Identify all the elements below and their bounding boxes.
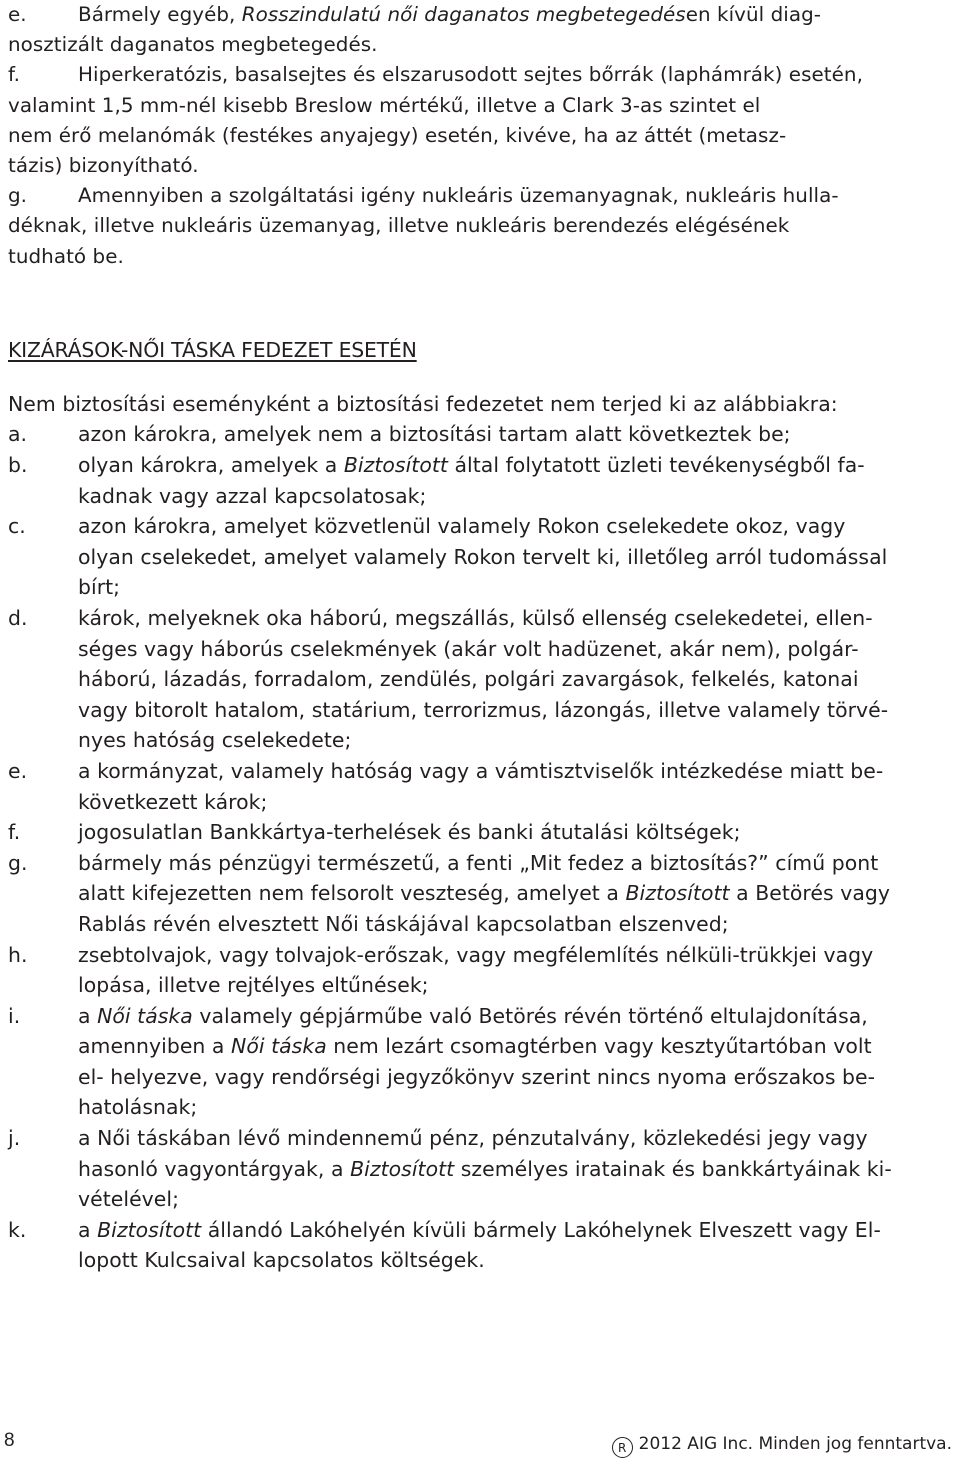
text-run: Rablás révén elvesztett Női táskájával kapcsolatban elszenved; [78,911,729,936]
section-intro: Nem biztosítási eseményként a biztosítási fedezetet nem terjed ki az alábbiakra: [8,391,838,416]
list-item-line [8,1123,958,1154]
text-run: következett károk; [78,789,268,814]
text-run: jogosulatlan Bankkártya-terhelések és banki átutalási költségek; [78,820,741,845]
list-item [8,0,958,60]
list-item-line [8,511,958,542]
text-run: nosztizált daganatos megbetegedés. [8,33,378,57]
list-item-marker: g. [8,184,28,208]
list-item-line [8,1245,958,1276]
list-item [8,181,958,272]
text-run: azon károkra, amelyet közvetlenül valamely Rokon cselekedete okoz, vagy [78,514,846,539]
text-run: tudható be. [8,244,124,268]
text-run: állandó Lakóhelyén kívüli bármely Lakóhelynek Elveszett vagy El- [201,1217,881,1242]
text-run: séges vagy háborús cselekmények (akár volt hadüzenet, akár nem), polgár- [78,636,859,661]
list-item-line [8,542,958,573]
list-item [8,603,958,756]
list-item-line [8,91,958,121]
list-item-marker: e. [8,758,28,783]
text-run: Bármely egyéb, [78,3,242,26]
text-run: olyan károkra, amelyek a [78,453,344,478]
list-item [8,756,958,817]
list-item [8,450,958,511]
list-item-line [8,634,958,665]
text-run: Rosszindulatú női daganatos megbetegedés [241,3,686,26]
list-item-marker: b. [8,453,28,478]
text-run: hatolásnak; [78,1095,198,1120]
list-item-line [8,603,958,634]
list-item [8,848,958,940]
list-item [8,940,958,1001]
section-heading: KIZÁRÁSOK-NŐI TÁSKA FEDEZET ESETÉN [8,337,417,362]
text-run: Biztosított [625,881,730,906]
copyright-notice [612,1434,952,1458]
document-page [8,0,958,1276]
list-item-line [8,211,958,241]
list-item-line [8,450,958,481]
list-item-line [8,940,958,971]
list-item-line [8,1215,958,1246]
list-item-marker: h. [8,942,28,967]
text-run: a [78,1003,98,1028]
text-run: hasonló vagyontárgyak, a [78,1156,351,1181]
text-run: a Betörés vagy [729,881,890,906]
list-item [8,60,958,181]
list-item-line [8,419,958,450]
list-item-line [8,121,958,151]
list-item-line [8,481,958,512]
list-item-line [8,878,958,909]
list-item [8,1123,958,1215]
text-run: nyes hatóság cselekedete; [78,728,352,753]
text-run: Biztosított [97,1217,202,1242]
list-item-line [8,242,958,272]
text-run: bírt; [78,575,121,600]
text-run: Női táska [231,1034,327,1059]
text-run: háború, lázadás, forradalom, zendülés, polgári zavargások, felkelés, katonai [78,667,859,692]
text-run: Női táska [97,1003,193,1028]
list-item-line [8,1031,958,1062]
list-item-line [8,181,958,211]
list-item-marker: e. [8,3,27,26]
list-item-marker: f. [8,820,21,845]
text-run: lopott Kulcsaival kapcsolatos költségek. [78,1248,485,1273]
text-run: valamint 1,5 mm-nél kisebb Breslow mértékű, illetve a Clark 3-as szintet el [8,93,761,117]
text-run: lopása, illetve rejtélyes eltűnések; [78,973,429,998]
list-item-line [8,572,958,603]
preceding-list [8,0,958,272]
list-item-line [8,848,958,879]
text-run: személyes iratainak és bankkártyáinak ki- [454,1156,892,1181]
text-run: Amennyiben a szolgáltatási igény nukleáris üzemanyagnak, nukleáris hulla- [78,184,839,208]
list-item-line [8,909,958,940]
list-item-line [8,1062,958,1093]
text-run: azon károkra, amelyek nem a biztosítási tartam alatt következtek be; [78,422,791,447]
list-item-line [8,1092,958,1123]
text-run: tázis) bizonyítható. [8,154,199,178]
list-item [8,419,958,450]
list-item-marker: j. [8,1126,21,1151]
list-item-line [8,1154,958,1185]
text-run: a [78,1217,98,1242]
text-run: kadnak vagy azzal kapcsolatosak; [78,483,427,508]
text-run: Biztosított [350,1156,455,1181]
list-item-line [8,151,958,181]
text-run: olyan cselekedet, amelyet valamely Rokon tervelt ki, illetőleg arról tudomással [78,544,888,569]
text-run: vagy bitorolt hatalom, statárium, terrorizmus, lázongás, illetve valamely törvé- [78,697,889,722]
text-run: a Női táskában lévő mindennemű pénz, pénzutalvány, közlekedési jegy vagy [78,1126,868,1151]
text-run: nem lezárt csomagtérben vagy kesztyűtartóban volt [326,1034,872,1059]
registered-icon: R [612,1437,633,1458]
list-item-line [8,756,958,787]
list-item [8,511,958,603]
list-item-marker: k. [8,1217,27,1242]
list-item-marker: i. [8,1003,21,1028]
page-number: 8 [4,1430,15,1451]
list-item-line [8,725,958,756]
copyright-text: 2012 AIG Inc. Minden jog fenntartva. [638,1434,952,1454]
list-item-line [8,30,958,60]
exclusion-list [8,419,958,1276]
text-run: Biztosított [343,453,448,478]
list-item-marker: c. [8,514,26,539]
list-item-line [8,664,958,695]
text-run: amennyiben a [78,1034,232,1059]
text-run: Hiperkeratózis, basalsejtes és elszarusodott sejtes bőrrák (laphámrák) esetén, [78,63,863,87]
text-run: zsebtolvajok, vagy tolvajok-erőszak, vagy megfélemlítés nélküli-trükkjei vagy [78,942,874,967]
text-run: en kívül diag- [685,3,821,26]
text-run: által folytatott üzleti tevékenységből fa- [447,453,865,478]
text-run: bármely más pénzügyi természetű, a fenti „Mit fedez a biztosítás?” című pont [78,850,879,875]
text-run: nem érő melanómák (festékes anyajegy) esetén, kivéve, ha az áttét (metasz- [8,123,787,147]
text-run: vételével; [78,1187,180,1212]
list-item [8,1215,958,1276]
text-run: alatt kifejezetten nem felsorolt veszteség, amelyet a [78,881,626,906]
list-item-line [8,695,958,726]
text-run: valamely gépjárműbe való Betörés révén történő eltulajdonítása, [192,1003,868,1028]
text-run: a kormányzat, valamely hatóság vagy a vámtisztviselők intézkedése miatt be- [78,758,884,783]
list-item-line [8,817,958,848]
text-run: el- helyezve, vagy rendőrségi jegyzőkönyv szerint nincs nyoma erőszakos be- [78,1064,876,1089]
list-item-line [8,1184,958,1215]
text-run: déknak, illetve nukleáris üzemanyag, illetve nukleáris berendezés elégésének [8,214,790,238]
list-item-line [8,0,958,30]
list-item-line [8,1001,958,1032]
list-item-marker: g. [8,850,28,875]
list-item [8,1001,958,1123]
list-item-line [8,787,958,818]
list-item-marker: f. [8,63,20,87]
list-item-line [8,970,958,1001]
list-item-marker: d. [8,605,28,630]
text-run: károk, melyeknek oka háború, megszállás, külső ellenség cselekedetei, ellen- [78,605,873,630]
list-item-marker: a. [8,422,28,447]
list-item [8,817,958,848]
list-item-line [8,60,958,90]
